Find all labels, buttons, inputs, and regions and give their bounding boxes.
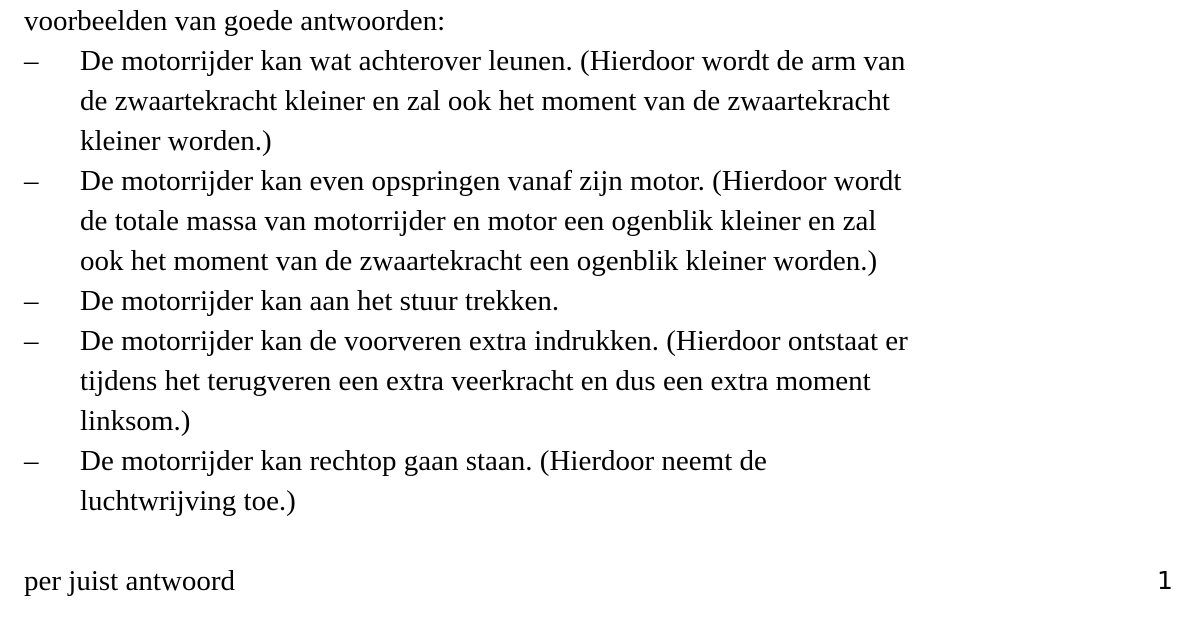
answer-line: De motorrijder kan de voorveren extra indrukken. (Hierdoor ontstaat er — [80, 325, 908, 357]
score-label: per juist antwoord — [24, 565, 236, 597]
answer-line: De motorrijder kan rechtop gaan staan. (Hierdoor neemt de — [80, 445, 767, 477]
dash-bullet: – — [24, 165, 39, 197]
answer-item-4 — [24, 321, 1174, 441]
answer-item-2 — [24, 161, 1174, 281]
answer-line: kleiner worden.) — [80, 125, 272, 157]
answer-line: linksom.) — [80, 405, 191, 437]
answer-line: De motorrijder kan wat achterover leunen. (Hierdoor wordt de arm van — [80, 45, 906, 77]
answer-line: luchtwrijving toe.) — [80, 485, 296, 517]
dash-bullet: – — [24, 325, 39, 357]
answer-item-3 — [24, 281, 1174, 321]
intro-text: voorbeelden van goede antwoorden: — [24, 5, 446, 37]
answer-text — [80, 321, 1090, 441]
score-points: 1 — [1157, 566, 1173, 595]
dash-bullet: – — [24, 45, 39, 77]
answer-text — [80, 41, 1090, 161]
blank-line — [24, 521, 1174, 561]
answer-text — [80, 161, 1090, 281]
answer-list — [24, 41, 1174, 521]
dash-bullet: – — [24, 445, 39, 477]
answer-key-page — [24, 1, 1174, 601]
answer-line: tijdens het terugveren een extra veerkracht en dus een extra moment — [80, 365, 871, 397]
answer-item-1 — [24, 41, 1174, 161]
answer-text — [80, 441, 1090, 521]
score-row — [24, 561, 1174, 601]
answer-line: de totale massa van motorrijder en motor een ogenblik kleiner en zal — [80, 205, 877, 237]
dash-bullet: – — [24, 285, 39, 317]
answer-line: De motorrijder kan aan het stuur trekken. — [80, 285, 560, 317]
answer-line: De motorrijder kan even opspringen vanaf zijn motor. (Hierdoor wordt — [80, 165, 902, 197]
answer-line: ook het moment van de zwaartekracht een ogenblik kleiner worden.) — [80, 245, 878, 277]
answer-item-5 — [24, 441, 1174, 521]
answer-line: de zwaartekracht kleiner en zal ook het moment van de zwaartekracht — [80, 85, 890, 117]
answer-text — [80, 281, 1090, 321]
